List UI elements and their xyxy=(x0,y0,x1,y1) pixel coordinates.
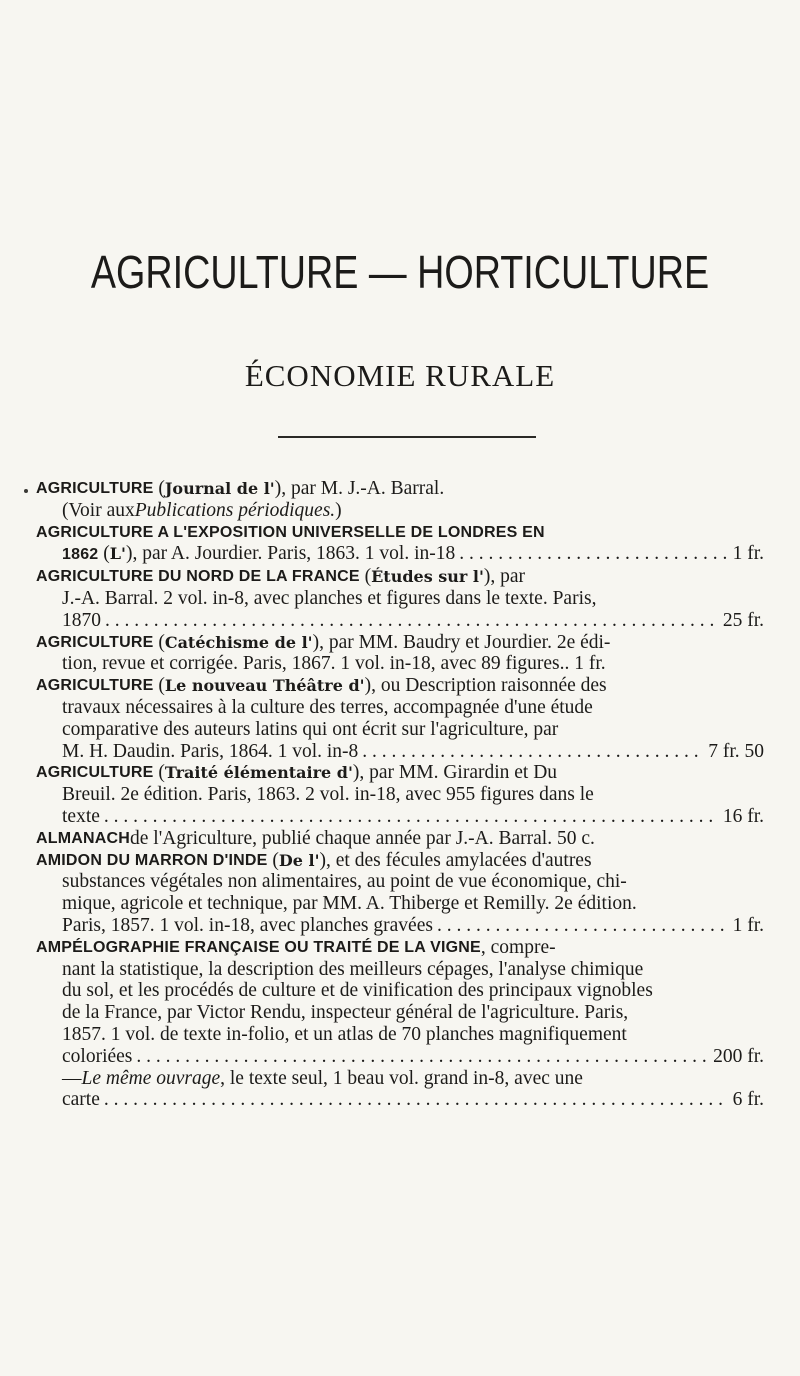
entry-text: J.-A. Barral. 2 vol. in-8, avec planches et figures dans le texte. Paris, xyxy=(62,587,597,609)
list-item: AGRICULTURE ( Traité élémentaire d' ) , par MM. Girardin et Du Breuil. 2e édition. Paris, 1863. 2 vol. in-18, avec 955 figures dans le texte . . . 16 fr. xyxy=(36,762,764,827)
entry-text-italic: Publications périodiques. xyxy=(134,499,336,521)
entry-text: , compre- xyxy=(480,936,556,958)
entry-price: 16 fr. xyxy=(722,805,764,827)
entry-text: comparative des auteurs latins qui ont écrit sur l'agriculture, par xyxy=(62,718,559,740)
divider xyxy=(278,436,536,438)
dot-leader xyxy=(136,1046,709,1068)
list-item: AMIDON DU MARRON D'INDE ( De l' ) , et des fécules amylacées d'autres substances végétales non alimentaires, au point de vue économique, chi- mique, agricole et technique, par MM. A. Thiberge et Remilly. 2e édition. Paris, 1857. 1 vol. in-18, avec planches gravées . . . 1 fr. xyxy=(36,850,764,937)
entry-text: , par MM. Baudry et Jourdier. 2e édi- xyxy=(319,631,611,653)
entry-text: , ou Description raisonnée des xyxy=(371,675,607,697)
entry-heading: ALMANACH xyxy=(36,829,131,847)
entry-text: travaux nécessaires à la culture des terres, accompagnée d'une étude xyxy=(62,696,593,718)
entry-text: texte xyxy=(62,805,100,827)
entry-heading: AGRICULTURE xyxy=(36,677,154,695)
entry-subheading: Le nouveau Théâtre d' xyxy=(164,676,365,696)
list-item: AGRICULTURE A L'EXPOSITION UNIVERSELLE DE LONDRES EN 1862 (L'), par A. Jourdier. Paris, 1863. 1 vol. in-18 . . . 1 fr. xyxy=(36,522,764,567)
entry-text: de l'Agriculture, publié chaque année par J.-A. Barral. 50 c. xyxy=(130,827,595,849)
entry-heading: AGRICULTURE xyxy=(36,633,154,651)
dot-leader xyxy=(105,610,719,632)
section-title: AGRICULTURE — HORTICULTURE xyxy=(90,246,710,298)
entry-subheading: Traité élémentaire d' xyxy=(164,763,353,783)
entry-text: , par MM. Girardin et Du xyxy=(359,762,558,784)
entry-text: tion, revue et corrigée. Paris, 1867. 1 vol. in-18, avec 89 figures.. 1 fr. xyxy=(62,653,606,675)
entry-subheading: De l' xyxy=(278,850,320,870)
entry-text: , le texte seul, 1 beau vol. grand in-8, avec une xyxy=(220,1067,583,1089)
entry-text: — xyxy=(62,1067,82,1089)
entry-text: 1870 xyxy=(62,609,101,631)
section-subtitle: ÉCONOMIE RURALE xyxy=(244,358,556,393)
list-item: AGRICULTURE ( Catéchisme de l' ) , par MM. Baudry et Jourdier. 2e édi- tion, revue et corrigée. Paris, 1867. 1 vol. in-18, avec 89 figures.. 1 fr. xyxy=(36,631,611,675)
entry-text: , et des fécules amylacées d'autres xyxy=(326,849,592,871)
entry-text: , par xyxy=(490,566,526,588)
entry-subheading: Études sur l' xyxy=(371,567,484,587)
entry-text-italic: Le même ouvrage xyxy=(81,1067,221,1089)
bullet-mark xyxy=(24,489,28,493)
list-item: AGRICULTURE ( Journal de l' ) , par M. J.-A. Barral. (Voir aux Publications périodiques. ) xyxy=(36,478,445,521)
list-item: AGRICULTURE DU NORD DE LA FRANCE ( Études sur l' ) , par J.-A. Barral. 2 vol. in-8, avec planches et figures dans le texte. Paris, 1870 . . . 25 fr. xyxy=(36,566,764,631)
entry-text: nant la statistique, la description des meilleurs cépages, l'analyse chimique xyxy=(62,958,644,980)
entry-text: Paris, 1857. 1 vol. in-18, avec planches gravées xyxy=(62,914,433,936)
entry-subheading: Catéchisme de l' xyxy=(164,632,313,652)
entry-text: , par M. J.-A. Barral. xyxy=(281,478,445,499)
list-item: AGRICULTURE ( Le nouveau Théâtre d' ) , ou Description raisonnée des travaux nécessaires à la culture des terres, accompagnée d'une étude comparative des auteurs latins qui ont écrit sur l'agriculture, par M. H. Daudin. Paris, 1864. 1 vol. in-8 . . . 7 fr. 50 xyxy=(36,675,764,762)
dot-leader xyxy=(104,1089,729,1111)
entry-price: 7 fr. 50 xyxy=(708,740,764,762)
entry-price: 25 fr. xyxy=(722,609,764,631)
list-item xyxy=(36,1068,764,1112)
entry-text: M. H. Daudin. Paris, 1864. 1 vol. in-8 xyxy=(62,740,359,762)
entry-text: substances végétales non alimentaires, au point de vue économique, chi- xyxy=(62,871,627,893)
entry-heading: AMPÉLOGRAPHIE FRANÇAISE OU TRAITÉ DE LA VIGNE xyxy=(36,938,481,956)
entry-heading: AGRICULTURE xyxy=(36,764,154,782)
entry-text: 1857. 1 vol. de texte in-folio, et un atlas de 70 planches magnifiquement xyxy=(62,1023,627,1045)
entry-price: 200 fr. xyxy=(713,1045,764,1067)
entry-price: 6 fr. xyxy=(732,1089,764,1111)
entry-text: du sol, et les procédés de culture et de vinification des principaux vignobles xyxy=(62,980,653,1002)
entry-text: ) xyxy=(335,499,342,521)
entry-heading: 1862 xyxy=(62,546,99,564)
entry-text: , par A. Jourdier. Paris, 1863. 1 vol. in-18 xyxy=(132,543,456,565)
dot-leader xyxy=(362,741,704,763)
entry-heading: AMIDON DU MARRON D'INDE xyxy=(36,851,268,869)
entry-text: (Voir aux xyxy=(62,499,135,521)
entry-subheading: L' xyxy=(109,544,126,564)
entry-heading: AGRICULTURE A L'EXPOSITION UNIVERSELLE DE LONDRES EN xyxy=(36,523,545,541)
list-item xyxy=(36,937,764,1068)
entry-text: mique, agricole et technique, par MM. A. Thiberge et Remilly. 2e édition. xyxy=(62,893,637,915)
dot-leader xyxy=(459,543,728,565)
entry-heading: AGRICULTURE xyxy=(36,480,154,497)
entry-text: de la France, par Victor Rendu, inspecteur général de l'agriculture. Paris, xyxy=(62,1002,629,1024)
entry-text: Breuil. 2e édition. Paris, 1863. 2 vol. in-18, avec 955 figures dans le xyxy=(62,784,594,806)
entry-heading: AGRICULTURE DU NORD DE LA FRANCE xyxy=(36,568,360,586)
entry-text: coloriées xyxy=(62,1045,133,1067)
dot-leader xyxy=(104,806,719,828)
dot-leader xyxy=(437,915,729,937)
list-item xyxy=(36,828,764,850)
entry-text: carte xyxy=(62,1089,100,1111)
entry-price: 1 fr. xyxy=(732,914,764,936)
entry-subheading: Journal de l' xyxy=(164,479,275,498)
entry-price: 1 fr. xyxy=(732,543,764,565)
entry-list xyxy=(36,478,764,1111)
